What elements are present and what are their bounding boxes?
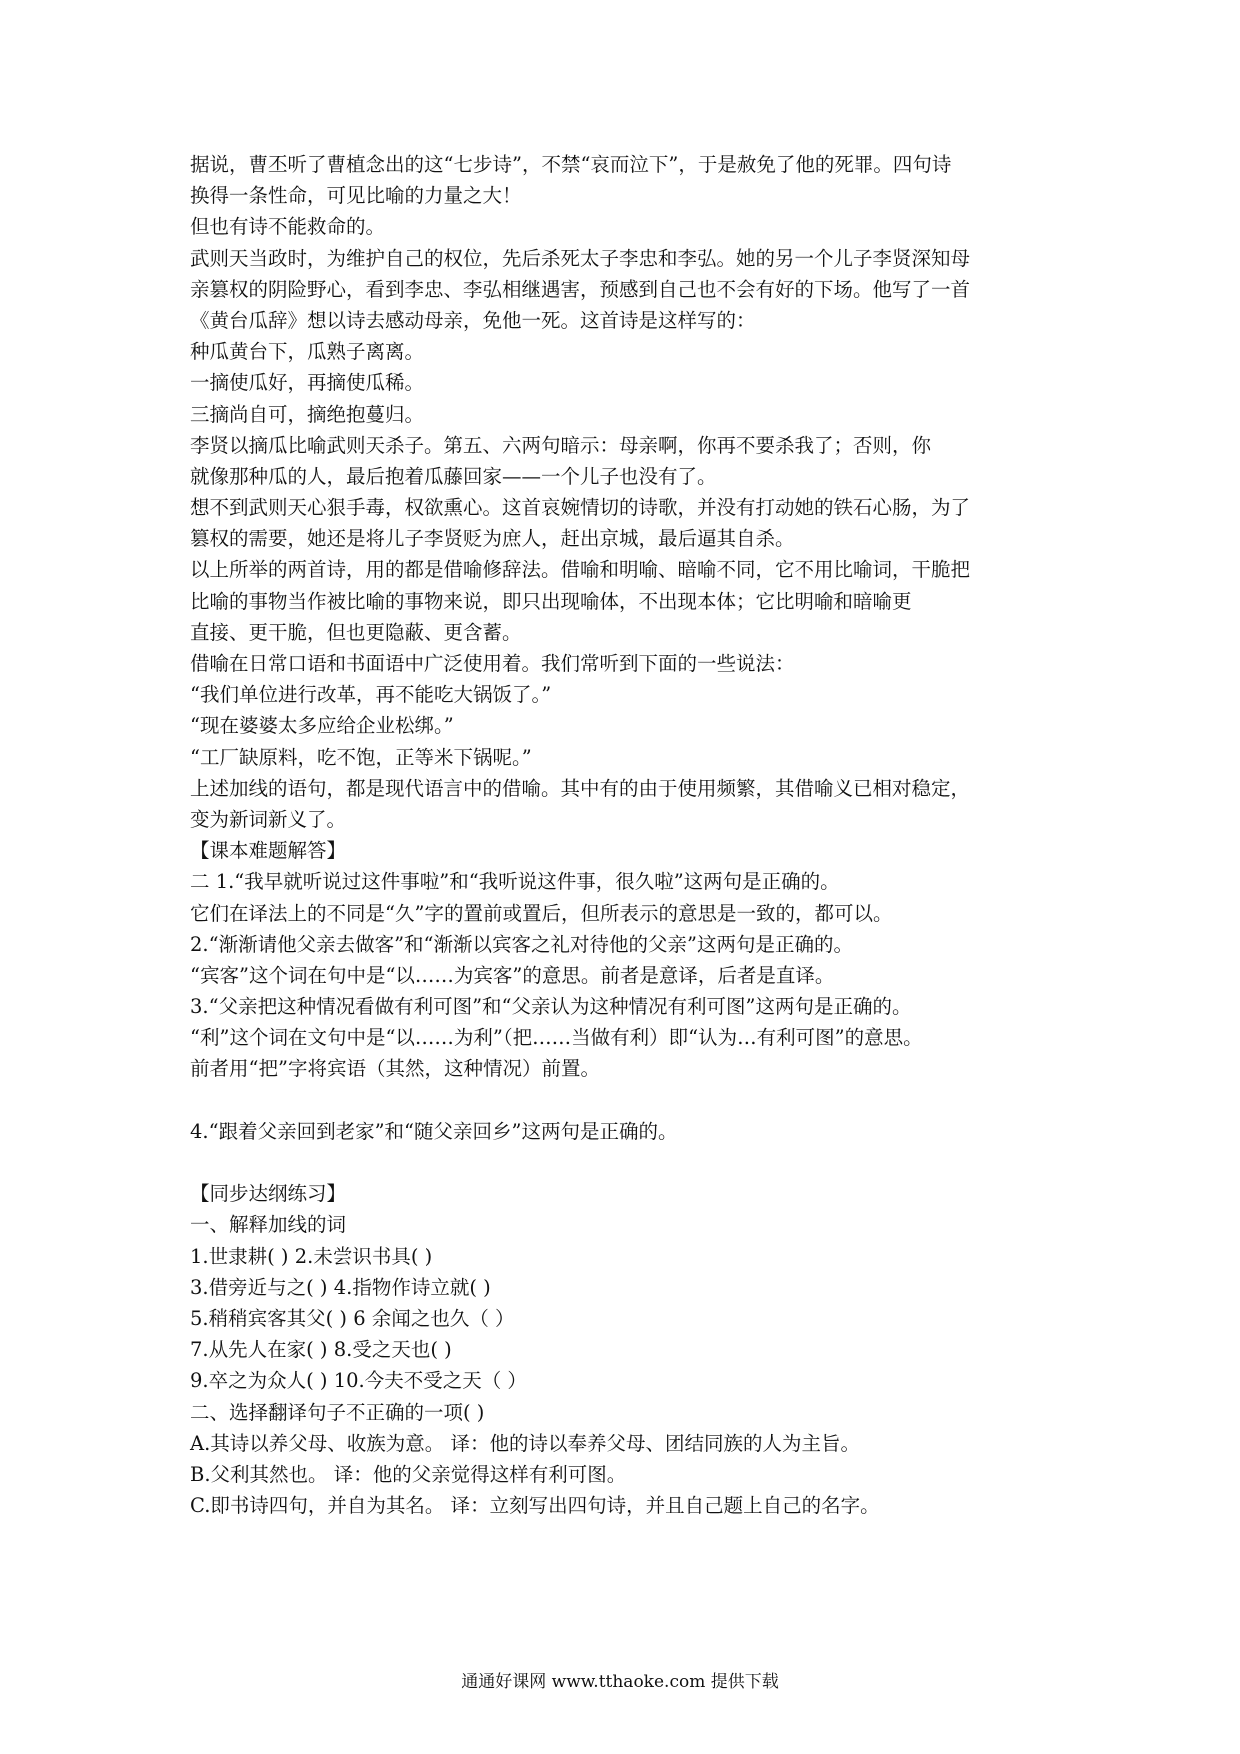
- text-line: “工厂缺原料，吃不饱，正等米下锅呢。”: [190, 745, 532, 769]
- text-line: 《黄台瓜辞》想以诗去感动母亲，免他一死。这首诗是这样写的：: [190, 308, 756, 332]
- text-line: 李贤以摘瓜比喻武则天杀子。第五、六两句暗示：母亲啊，你再不要杀我了；否则，你: [190, 433, 932, 457]
- text-line: 【同步达纲练习】: [190, 1182, 347, 1206]
- text-line: C.即书诗四句，并自为其名。 译：立刻写出四句诗，并且自己题上自己的名字。: [190, 1494, 880, 1518]
- text-line: 前者用“把”字将宾语（其然，这种情况）前置。: [190, 1057, 600, 1081]
- text-line: 变为新词新义了。: [190, 807, 347, 831]
- text-line: A.其诗以养父母、收族为意。 译：他的诗以奉养父母、团结同族的人为主旨。: [190, 1431, 860, 1455]
- blank-line: [190, 1147, 1060, 1178]
- page-footer: 通通好课网 www.tthaoke.com 提供下载: [461, 1672, 779, 1692]
- text-line: 武则天当政时，为维护自己的权位，先后杀死太子李忠和李弘。她的另一个儿子李贤深知母: [190, 246, 971, 270]
- text-line: 4.“跟着父亲回到老家”和“随父亲回乡”这两句是正确的。: [190, 1119, 678, 1143]
- document-body: [190, 149, 1060, 1521]
- text-line: 上述加线的语句，都是现代语言中的借喻。其中有的由于使用频繁，其借喻义已相对稳定，: [190, 776, 971, 800]
- text-line: 二 1.“我早就听说过这件事啦”和“我听说这件事，很久啦”这两句是正确的。: [190, 870, 840, 894]
- text-line: “利”这个词在文句中是“以……为利”（把……当做有利）即“认为…有利可图”的意思。: [190, 1026, 923, 1050]
- text-line: 直接、更干脆，但也更隐蔽、更含蓄。: [190, 620, 522, 644]
- text-line: 种瓜黄台下，瓜熟子离离。: [190, 340, 425, 364]
- text-line: 换得一条性命，可见比喻的力量之大！: [190, 184, 522, 208]
- text-line: 2.“渐渐请他父亲去做客”和“渐渐以宾客之礼对待他的父亲”这两句是正确的。: [190, 932, 853, 956]
- text-line: 3.“父亲把这种情况看做有利可图”和“父亲认为这种情况有利可图”这两句是正确的。: [190, 995, 912, 1019]
- text-line: 据说，曹丕听了曹植念出的这“七步诗”，不禁“哀而泣下”，于是赦免了他的死罪。四句诗: [190, 153, 952, 176]
- text-line: “我们单位进行改革，再不能吃大锅饭了。”: [190, 683, 552, 707]
- text-line: 7.从先人在家( ) 8.受之天也( ): [190, 1338, 452, 1362]
- text-line: 一、解释加线的词: [190, 1213, 347, 1237]
- text-line: 3.借旁近与之( ) 4.指物作诗立就( ): [190, 1275, 491, 1299]
- text-line: 以上所举的两首诗，用的都是借喻修辞法。借喻和明喻、暗喻不同，它不用比喻词，干脆把: [190, 558, 971, 582]
- text-line: 三摘尚自可，摘绝抱蔓归。: [190, 402, 425, 426]
- blank-line: [190, 1085, 1060, 1116]
- text-line: B.父利其然也。 译：他的父亲觉得这样有利可图。: [190, 1462, 627, 1486]
- text-line: “宾客”这个词在句中是“以……为宾客”的意思。前者是意译，后者是直译。: [190, 963, 835, 987]
- text-line: 想不到武则天心狠手毒，权欲熏心。这首哀婉情切的诗歌，并没有打动她的铁石心肠，为了: [190, 496, 971, 520]
- text-line: 9.卒之为众人( ) 10.今夫不受之天（ ）: [190, 1369, 527, 1393]
- text-line: 【课本难题解答】: [190, 839, 347, 863]
- text-line: 但也有诗不能救命的。: [190, 215, 386, 239]
- text-line: 比喻的事物当作被比喻的事物来说，即只出现喻体，不出现本体；它比明喻和暗喻更: [190, 589, 912, 613]
- text-line: 它们在译法上的不同是“久”字的置前或置后，但所表示的意思是一致的，都可以。: [190, 901, 893, 925]
- text-line: 一摘使瓜好，再摘使瓜稀。: [190, 371, 425, 395]
- text-line: 借喻在日常口语和书面语中广泛使用着。我们常听到下面的一些说法：: [190, 652, 795, 675]
- text-line: 5.稍稍宾客其父( ) 6 余闻之也久（ ）: [190, 1306, 515, 1330]
- text-line: 二、选择翻译句子不正确的一项( ): [190, 1400, 485, 1424]
- text-line: 篡权的需要，她还是将儿子李贤贬为庶人，赶出京城，最后逼其自杀。: [190, 527, 795, 551]
- text-line: “现在婆婆太多应给企业松绑。”: [190, 714, 454, 738]
- text-line: 亲篡权的阴险野心，看到李忠、李弘相继遇害，预感到自己也不会有好的下场。他写了一首: [190, 277, 971, 301]
- text-line: 就像那种瓜的人，最后抱着瓜藤回家——一个儿子也没有了。: [190, 464, 717, 488]
- text-line: 1.世隶耕( ) 2.未尝识书具( ): [190, 1244, 433, 1268]
